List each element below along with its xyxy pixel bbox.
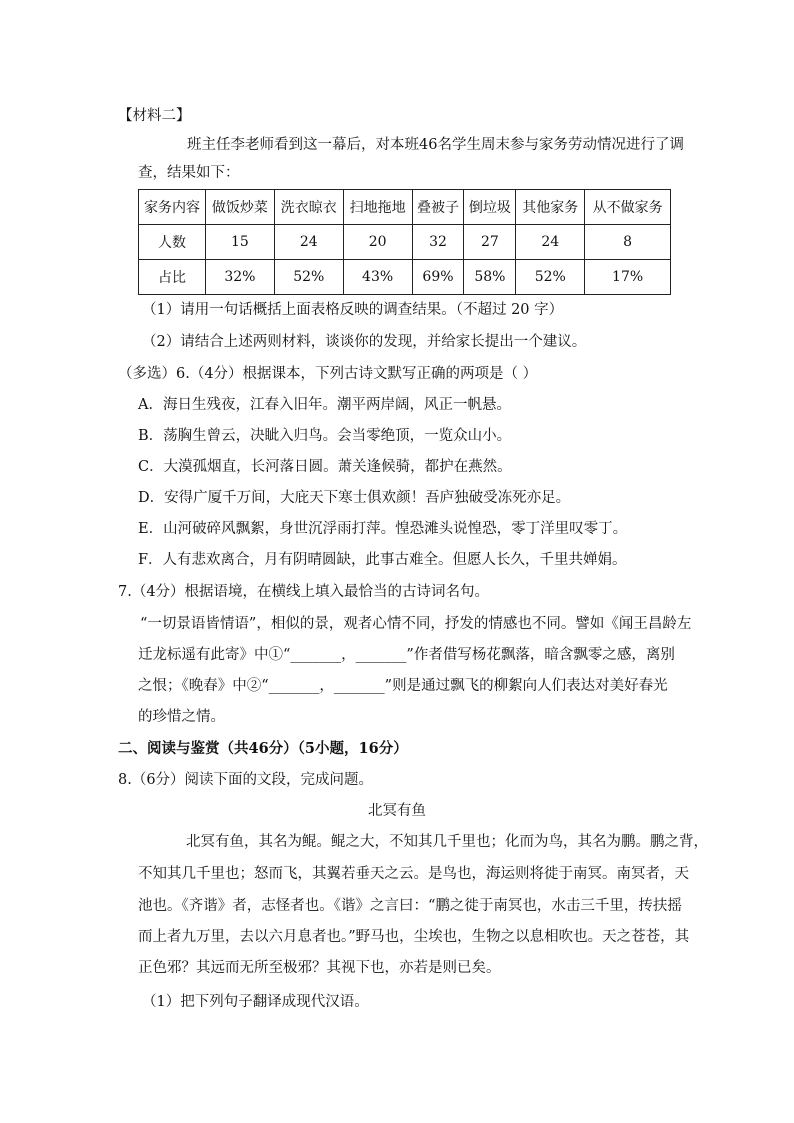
table-cell: 24 xyxy=(274,225,343,260)
table-cell: 52% xyxy=(516,260,585,295)
table-cell: 叠被子 xyxy=(412,190,464,225)
survey-table xyxy=(138,189,671,295)
table-cell: 洗衣晾衣 xyxy=(274,190,343,225)
question-8-sub1: （1）把下列句子翻译成现代汉语。 xyxy=(142,994,369,1010)
table-cell: 做饭炒菜 xyxy=(206,190,275,225)
passage-line: 正色邪？其远而无所至极邪？其视下也，亦若是则已矣。 xyxy=(138,960,501,976)
question-6-option-f: F．人有悲欢离合，月有阴晴圆缺，此事古难全。但愿人长久，千里共婵娟。 xyxy=(138,552,627,568)
table-row xyxy=(139,260,671,295)
table-cell: 43% xyxy=(343,260,412,295)
question-6-option-c: C．大漠孤烟直，长河落日圆。萧关逢候骑，都护在燕然。 xyxy=(138,459,512,475)
passage-line: 北冥有鱼，其名为鲲。鲲之大，不知其几千里也；化而为鸟，其名为鹏。鹏之背， xyxy=(186,834,708,850)
question-6-option-d: D．安得广厦千万间，大庇天下寒士俱欢颜！吾庐独破受冻死亦足。 xyxy=(138,490,571,506)
table-cell: 8 xyxy=(585,225,671,260)
question-7-line2: 迁龙标遥有此寄》中①“_______，_______”作者借写杨花飘落，暗含飘零之感，离别 xyxy=(138,647,675,663)
table-cell: 倒垃圾 xyxy=(464,190,516,225)
section-two-title: 二、阅读与鉴赏（共46分）（5小题，16分） xyxy=(118,740,408,757)
table-cell: 其他家务 xyxy=(516,190,585,225)
passage-line: 池也。《齐谐》者，志怪者也。《谐》之言曰：“鹏之徙于南冥也，水击三千里，抟扶摇 xyxy=(138,898,682,914)
table-cell: 17% xyxy=(585,260,671,295)
question-6-stem: （多选）6.（4分）根据课本，下列古诗文默写正确的两项是（ ） xyxy=(118,366,538,382)
passage-title: 北冥有鱼 xyxy=(368,803,426,819)
material-two-intro-line2: 查，结果如下： xyxy=(138,165,240,181)
table-row xyxy=(139,190,671,225)
table-cell: 52% xyxy=(274,260,343,295)
question-8-stem: 8.（6分）阅读下面的文段，完成问题。 xyxy=(118,772,374,788)
table-row xyxy=(139,225,671,260)
question-7-line1: “一切景语皆情语”，相似的景，观者心情不同，抒发的情感也不同。譬如《闻王昌龄左 xyxy=(140,616,692,632)
question-6-option-a: A．海日生残夜，江春入旧年。潮平两岸阔，风正一帆悬。 xyxy=(138,397,511,413)
table-cell: 20 xyxy=(343,225,412,260)
question-5-sub1: （1）请用一句话概括上面表格反映的调查结果。（不超过 20 字） xyxy=(142,302,564,318)
question-7-line4: 的珍惜之情。 xyxy=(138,709,225,725)
question-7-line3: 之恨；《晚春》中②“_______，_______”则是通过飘飞的柳絮向人们表达对美好春光 xyxy=(138,678,668,694)
passage-line: 不知其几千里也；怒而飞，其翼若垂天之云。是鸟也，海运则将徙于南冥。南冥者，天 xyxy=(138,866,689,882)
table-cell: 家务内容 xyxy=(139,190,206,225)
table-cell: 从不做家务 xyxy=(585,190,671,225)
question-7-stem: 7.（4分）根据语境，在横线上填入最恰当的古诗词名句。 xyxy=(118,584,490,600)
table-cell: 32% xyxy=(206,260,275,295)
table-cell: 27 xyxy=(464,225,516,260)
table-cell: 32 xyxy=(412,225,464,260)
question-6-option-e: E．山河破碎风飘絮，身世沉浮雨打萍。惶恐滩头说惶恐，零丁洋里叹零丁。 xyxy=(138,521,628,537)
table-cell: 15 xyxy=(206,225,275,260)
material-two-intro-line1: 班主任李老师看到这一幕后，对本班46名学生周末参与家务劳动情况进行了调 xyxy=(187,137,684,153)
question-5-sub2: （2）请结合上述两则材料，谈谈你的发现，并给家长提出一个建议。 xyxy=(142,334,587,350)
question-6-option-b: B．荡胸生曾云，决眦入归鸟。会当零绝顶，一览众山小。 xyxy=(138,428,512,444)
material-two-heading: 【材料二】 xyxy=(118,108,191,124)
table-cell: 扫地拖地 xyxy=(343,190,412,225)
table-cell: 69% xyxy=(412,260,464,295)
passage-line: 而上者九万里，去以六月息者也。”野马也，尘埃也，生物之以息相吹也。天之苍苍，其 xyxy=(138,929,690,945)
table-cell: 人数 xyxy=(139,225,206,260)
table-cell: 占比 xyxy=(139,260,206,295)
table-cell: 24 xyxy=(516,225,585,260)
table-cell: 58% xyxy=(464,260,516,295)
